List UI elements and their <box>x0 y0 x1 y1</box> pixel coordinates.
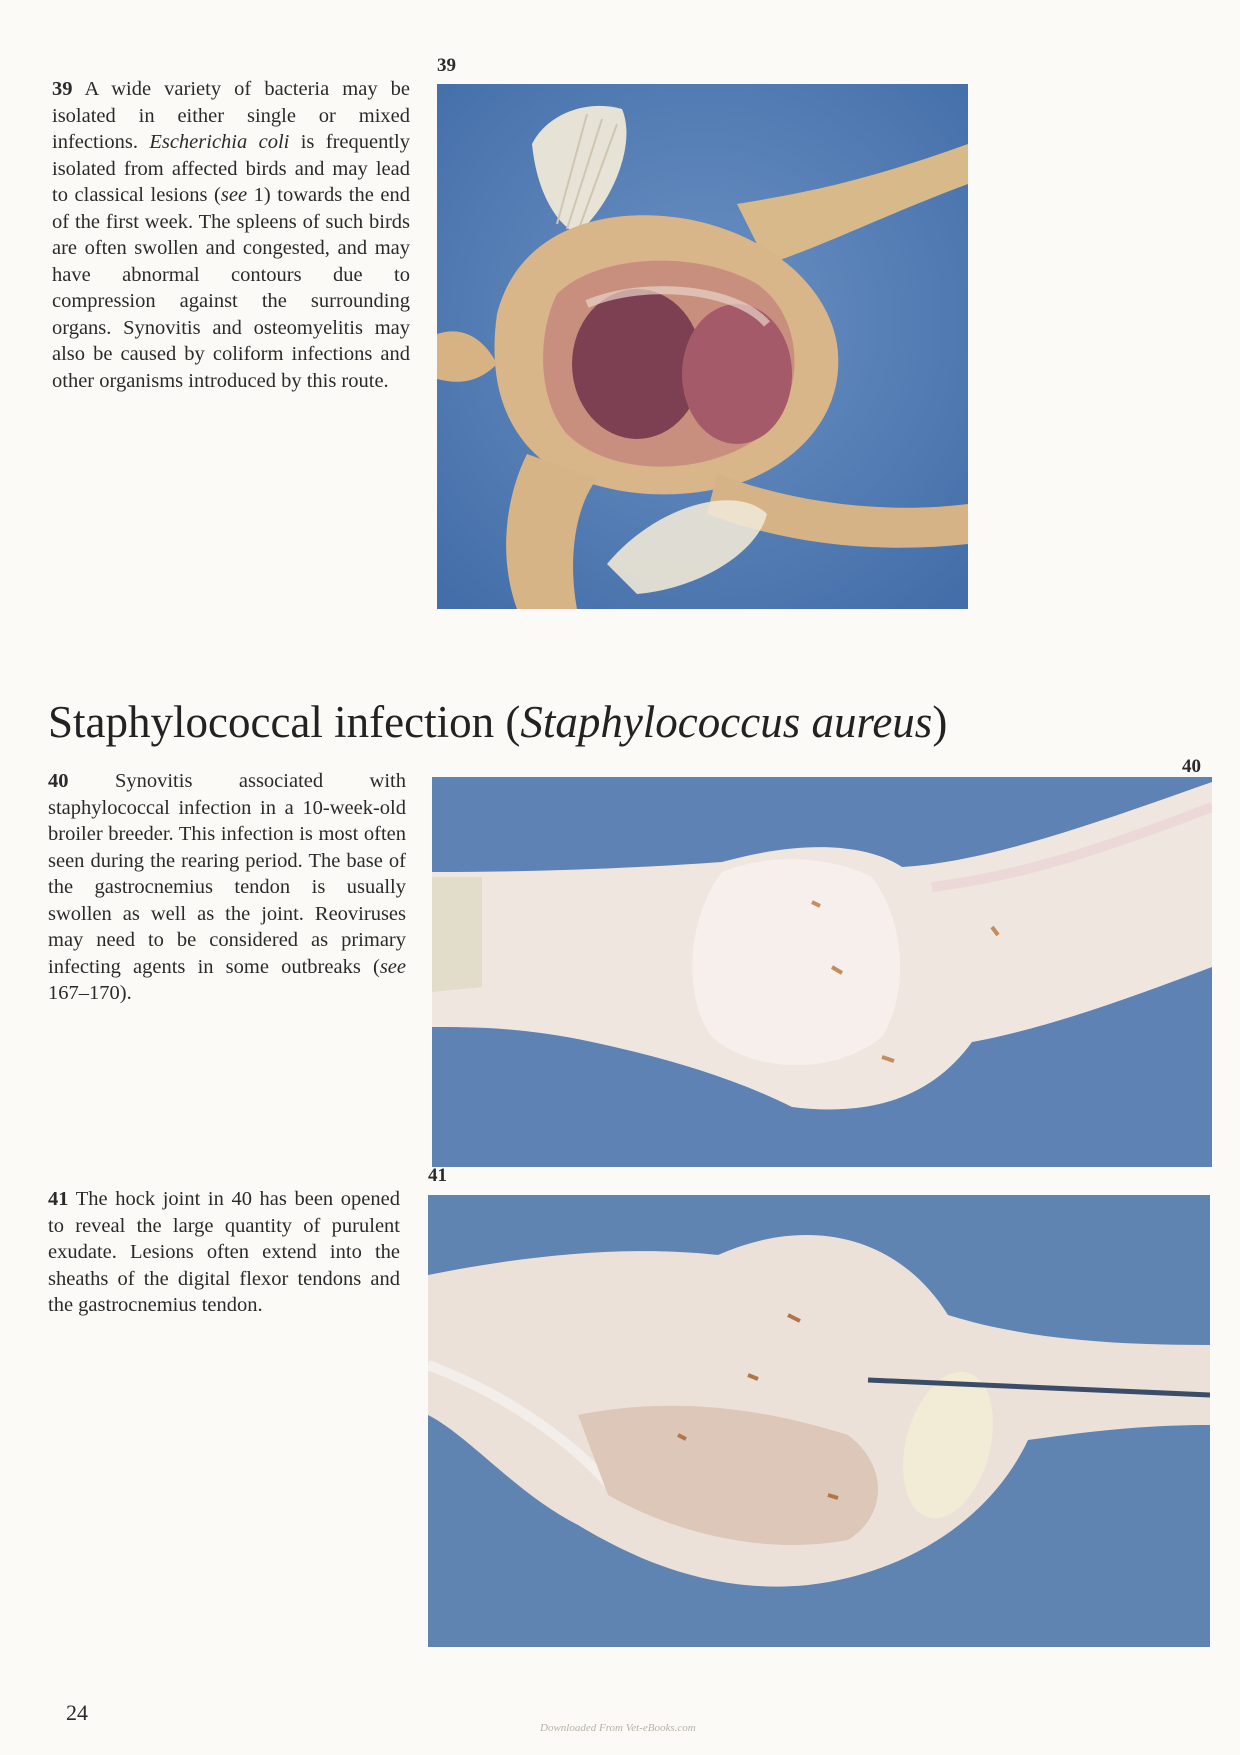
caption-39-text-e: 1) towards the end of the first week. The spleens of such birds are often swollen and congested, and may have abnormal contours due to compression against the surrounding organs. Synovitis and osteomyelitis may also be caused by coliform infections and other organisms introduced by this route. <box>52 184 411 392</box>
figure-39-number: 39 <box>437 55 456 76</box>
caption-40-text-c: 167–170). <box>48 982 132 1004</box>
heading-close: ) <box>932 697 948 747</box>
figure-39-photo <box>437 84 968 609</box>
caption-39-text-a: A wide variety of bacteria may be isolated in either single or mixed infections. <box>52 78 410 153</box>
caption-39-species: Escherichia coli <box>149 131 290 153</box>
watermark: Downloaded From Vet-eBooks.com <box>540 1722 696 1734</box>
caption-39 <box>52 76 410 394</box>
heading-roman: Staphylococcal infection ( <box>48 697 521 747</box>
caption-40 <box>48 768 406 1007</box>
caption-40-number: 40 <box>48 770 69 792</box>
figure-40-photo <box>432 777 1212 1167</box>
section-heading <box>48 694 947 750</box>
figure-40-number: 40 <box>1182 756 1201 777</box>
opened-hock-joint-image <box>428 1195 1210 1647</box>
caption-41 <box>48 1186 400 1319</box>
caption-41-text: The hock joint in 40 has been opened to reveal the large quantity of purulent exudate. Lesions often extend into the sheaths of the digital flexor tendons and the gastrocnemius tendon. <box>48 1188 400 1316</box>
figure-41-number: 41 <box>428 1165 447 1186</box>
caption-41-number: 41 <box>48 1188 69 1210</box>
figure-41-photo <box>428 1195 1210 1647</box>
swollen-hock-joint-image <box>432 777 1212 1167</box>
heading-species: Staphylococcus aureus <box>520 697 933 747</box>
caption-40-see: see <box>379 955 406 978</box>
caption-39-number: 39 <box>52 78 73 100</box>
caption-39-see: see <box>220 184 248 206</box>
caption-40-text-a: Synovitis associated with staphylococcal infection in a 10-week-old broiler breeder. This infection is most often seen during the rearing period. The base of the gastrocnemius tendon is usually swollen as well as the joint. Reoviruses may need to be considered as primary infecting agents in some outbreaks ( <box>48 770 407 978</box>
dissected-chick-image <box>437 84 968 609</box>
caption-39-text-c: is frequently isolated from affected birds and may lead to classical lesions ( <box>52 131 411 206</box>
page-number: 24 <box>66 1700 88 1725</box>
